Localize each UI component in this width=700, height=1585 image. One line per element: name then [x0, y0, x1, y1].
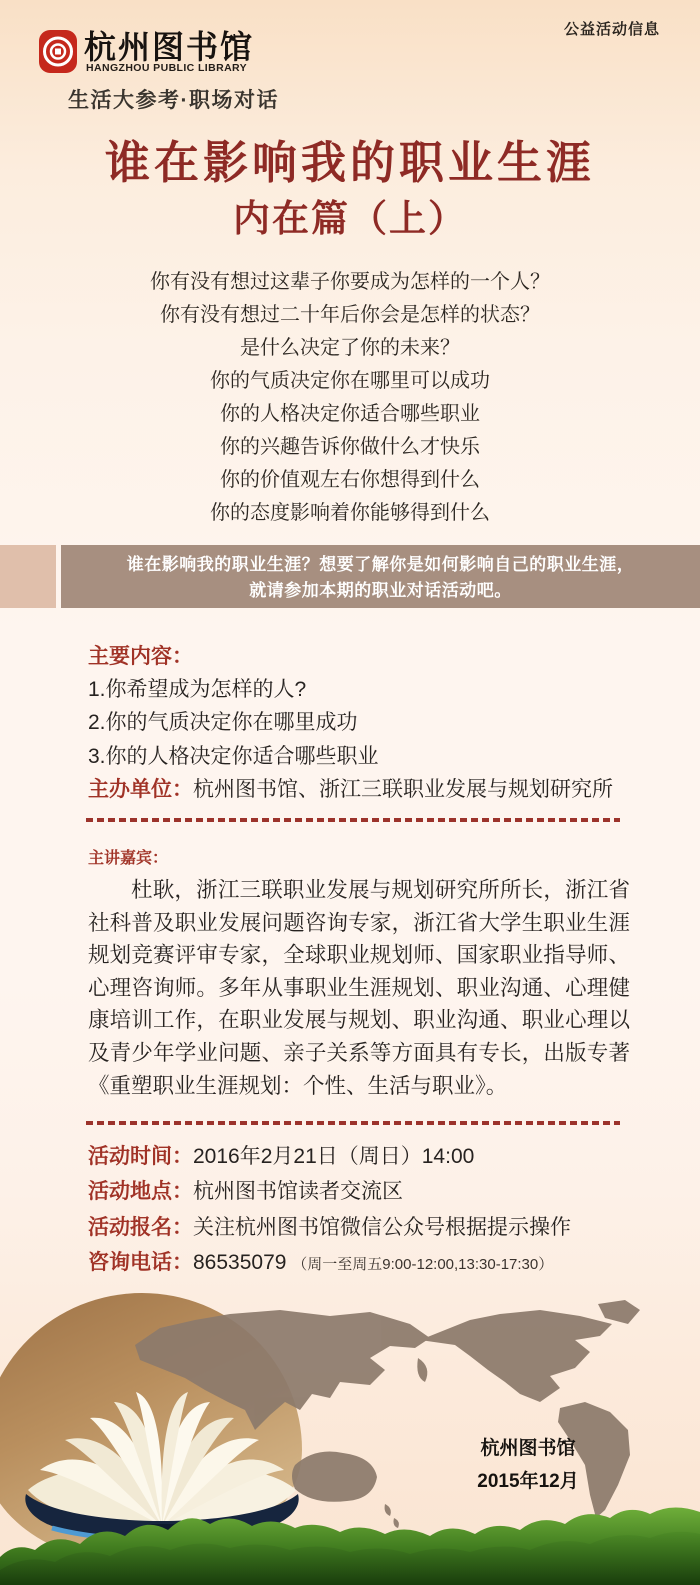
detail-label: 活动时间： — [88, 1145, 193, 1168]
poem-block — [0, 266, 700, 530]
main-title-line2: 内在篇（上） — [233, 199, 467, 240]
content-heading: 主要内容： — [88, 645, 193, 668]
corner-note: 公益活动信息 — [563, 21, 660, 38]
poem-line: 你的兴趣告诉你做什么才快乐 — [220, 436, 480, 458]
organizer-label: 主办单位： — [88, 777, 193, 801]
footer-signature — [470, 1432, 586, 1498]
detail-value: 2016年2月21日（周日）14:00 — [193, 1145, 475, 1168]
detail-row — [88, 1140, 571, 1175]
detail-value: 关注杭州图书馆微信公众号根据提示操作 — [193, 1215, 571, 1239]
poem-line: 你有没有想过这辈子你要成为怎样的一个人？ — [150, 271, 550, 293]
detail-label: 活动地点： — [88, 1180, 193, 1204]
detail-value: 杭州图书馆读者交流区 — [193, 1180, 403, 1204]
banner-accent-strip — [0, 545, 56, 608]
banner-line: 谁在影响我的职业生涯？想要了解你是如何影响自己的职业生涯， — [126, 555, 635, 574]
organizer-row — [88, 773, 613, 806]
content-item: 3.你的人格决定你适合哪些职业 — [88, 744, 379, 768]
organizer-value: 杭州图书馆、浙江三联职业发展与规划研究所 — [193, 777, 613, 801]
poem-line: 你的态度影响着你能够得到什么 — [210, 502, 490, 524]
speaker-bio: 杜耿，浙江三联职业发展与规划研究所所长，浙江省社科普及职业发展问题咨询专家，浙江省大学生职业生涯规划竞赛评审专家，全球职业规划师、国家职业指导师、心理咨询师。多年从事职业生涯规划、职业沟通、心理健康培训工作，在职业发展与规划、职业沟通、职业心理以及青少年学业问题、亲子关系等方面具有专长，出版专著《重塑职业生涯规划：个性、生活与职业》。 — [88, 878, 630, 1098]
intro-banner — [61, 545, 700, 608]
detail-row — [88, 1246, 571, 1281]
poem-line: 你的气质决定你在哪里可以成功 — [210, 370, 490, 392]
detail-value: 86535079 — [193, 1250, 287, 1274]
poem-line: 是什么决定了你的未来？ — [240, 337, 460, 359]
poem-line: 你有没有想过二十年后你会是怎样的状态？ — [160, 304, 540, 326]
footer-library-name: 杭州图书馆 — [480, 1438, 576, 1459]
logo-name-en: HANGZHOU PUBLIC LIBRARY — [86, 62, 248, 74]
main-content-section — [88, 640, 613, 806]
dashed-divider — [86, 818, 620, 822]
main-title-line1: 谁在影响我的职业生涯 — [104, 138, 595, 188]
library-seal-icon — [38, 27, 78, 75]
content-item: 1.你希望成为怎样的人? — [88, 678, 307, 702]
logo-name-zh: 杭州图书馆 — [84, 29, 255, 65]
footer-date: 2015年12月 — [477, 1471, 579, 1492]
banner-line: 就请参加本期的职业对话活动吧。 — [249, 581, 512, 600]
dashed-divider — [86, 1121, 620, 1125]
series-title: 生活大参考·职场对话 — [68, 89, 279, 112]
detail-label: 咨询电话： — [88, 1250, 193, 1274]
detail-note: （周一至周五9:00-12:00,13:30-17:30） — [292, 1255, 554, 1273]
treeline-graphic — [0, 1502, 700, 1585]
content-item: 2.你的气质决定你在哪里成功 — [88, 711, 358, 735]
detail-row — [88, 1175, 571, 1210]
speaker-section — [88, 845, 630, 1102]
detail-row — [88, 1211, 571, 1246]
speaker-heading: 主讲嘉宾： — [88, 850, 169, 867]
detail-label: 活动报名： — [88, 1215, 193, 1239]
poem-line: 你的人格决定你适合哪些职业 — [220, 403, 480, 425]
event-details — [88, 1140, 571, 1281]
poem-line: 你的价值观左右你想得到什么 — [220, 469, 480, 491]
